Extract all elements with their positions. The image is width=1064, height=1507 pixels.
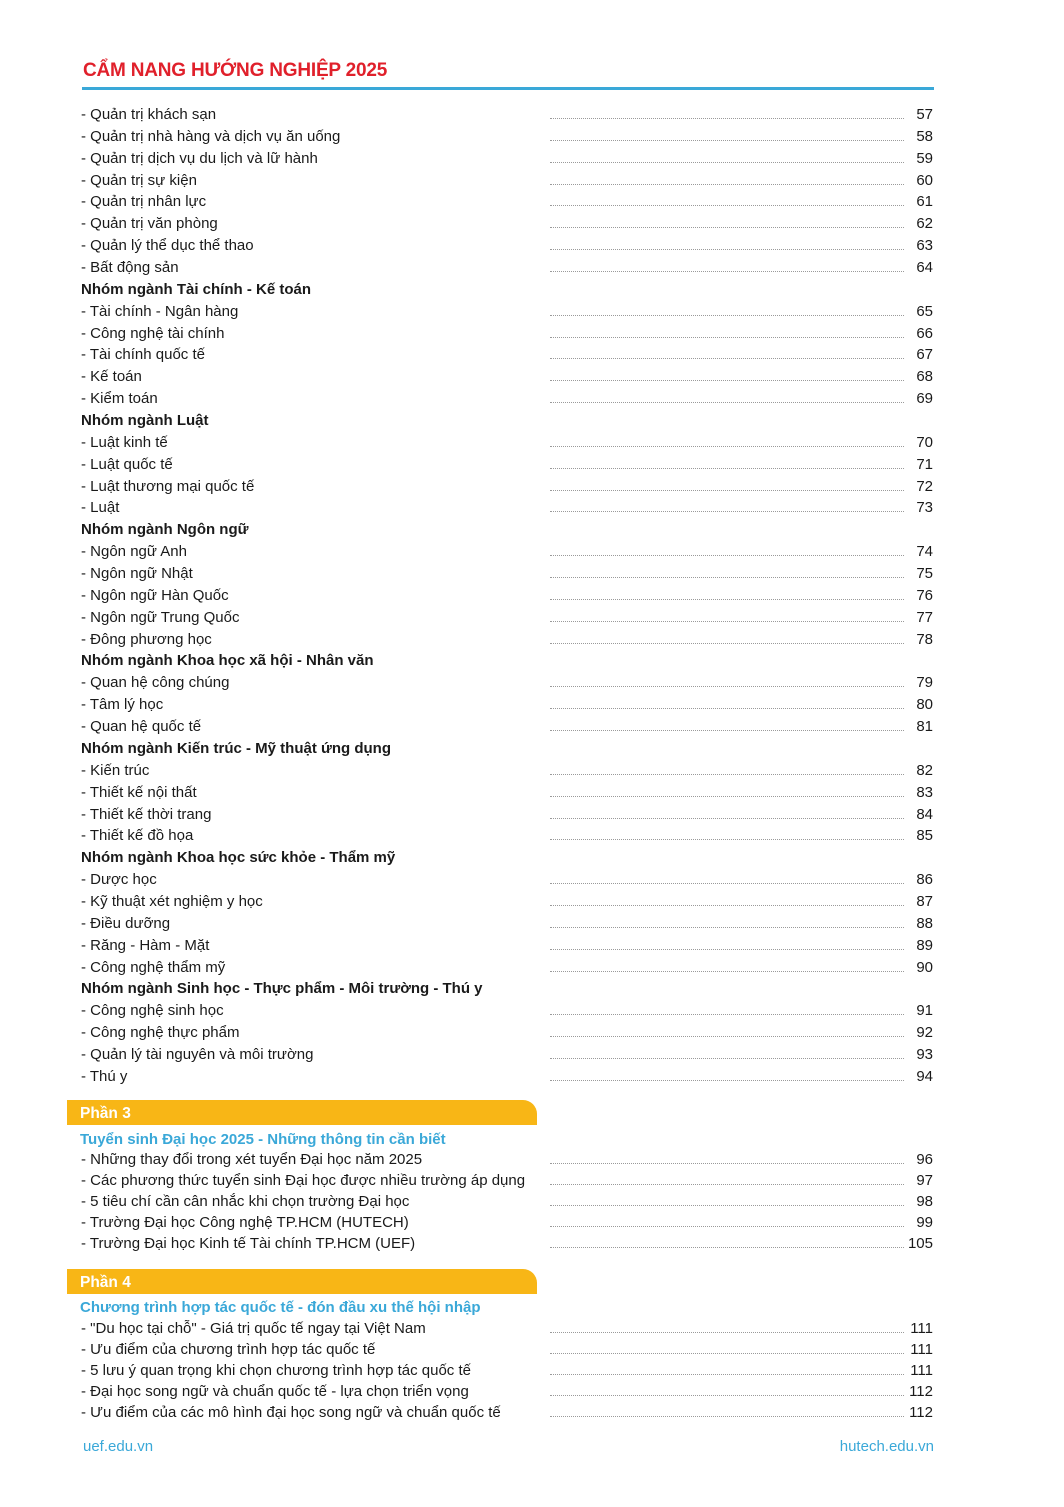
toc-entry-label: - Quan hệ quốc tế <box>81 718 202 736</box>
toc-entry[interactable] <box>0 454 1064 476</box>
toc-entry-label: Nhóm ngành Khoa học sức khỏe - Thẩm mỹ <box>81 849 396 867</box>
toc-entry[interactable] <box>0 1171 1064 1192</box>
dot-leader <box>550 796 904 797</box>
toc-page-number: 67 <box>915 344 933 366</box>
toc-page-number: 96 <box>915 1150 933 1171</box>
header-divider <box>82 87 934 90</box>
toc-page-number: 89 <box>915 935 933 957</box>
toc-entry[interactable] <box>0 1000 1064 1022</box>
dot-leader <box>550 577 904 578</box>
toc-entry[interactable] <box>0 1022 1064 1044</box>
toc-page-number: 79 <box>915 672 933 694</box>
toc-entry-label: - Tài chính quốc tế <box>81 346 205 364</box>
toc-page-number: 80 <box>915 694 933 716</box>
toc-entry-label: - Bất động sản <box>81 259 179 277</box>
toc-entry-label: - Các phương thức tuyển sinh Đại học được nhiều trường áp dụng <box>81 1171 526 1189</box>
toc-entry[interactable] <box>0 323 1064 345</box>
toc-entry[interactable] <box>0 191 1064 213</box>
toc-group-heading <box>0 738 1064 760</box>
dot-leader <box>550 315 904 316</box>
toc-page-number: 82 <box>915 760 933 782</box>
dot-leader <box>550 1353 904 1354</box>
toc-entry[interactable] <box>0 432 1064 454</box>
toc-group-heading <box>0 847 1064 869</box>
toc-entry[interactable] <box>0 344 1064 366</box>
dot-leader <box>550 643 904 644</box>
toc-page-number: 85 <box>915 825 933 847</box>
toc-page-number: 86 <box>915 869 933 891</box>
toc-page-number: 94 <box>915 1066 933 1088</box>
toc-entry[interactable] <box>0 366 1064 388</box>
toc-entry-label: - Đại học song ngữ và chuẩn quốc tế - lựa chọn triển vọng <box>81 1382 469 1400</box>
toc-entry[interactable] <box>0 104 1064 126</box>
toc-entry[interactable] <box>0 1044 1064 1066</box>
dot-leader <box>550 1163 904 1164</box>
toc-entry-label: - Điều dưỡng <box>81 914 171 932</box>
dot-leader <box>550 708 904 709</box>
toc-page-number: 111 <box>909 1361 933 1382</box>
toc-page-number: 62 <box>915 213 933 235</box>
toc-entry-label: - Tài chính - Ngân hàng <box>81 302 239 320</box>
dot-leader <box>550 555 904 556</box>
dot-leader <box>550 839 904 840</box>
toc-entry-label: - Thú y <box>81 1067 128 1085</box>
dot-leader <box>550 883 904 884</box>
toc-group-heading <box>0 410 1064 432</box>
toc-entry[interactable] <box>0 235 1064 257</box>
dot-leader <box>550 1184 904 1185</box>
toc-entry[interactable] <box>0 1192 1064 1213</box>
toc-page-number: 99 <box>915 1213 933 1234</box>
toc-page-number: 78 <box>915 629 933 651</box>
dot-leader <box>550 1036 904 1037</box>
toc-entry-label: - Ngôn ngữ Anh <box>81 543 187 561</box>
dot-leader <box>550 1374 904 1375</box>
toc-entry-label: - Quản trị khách sạn <box>81 106 217 123</box>
toc-entry[interactable] <box>0 782 1064 804</box>
toc-entry-label: - Thiết kế nội thất <box>81 783 197 801</box>
toc-entry-label: - Quản trị nhà hàng và dịch vụ ăn uống <box>81 127 341 145</box>
toc-entry-label: - Răng - Hàm - Mặt <box>81 936 210 954</box>
toc-entry-label: - Công nghệ thẩm mỹ <box>81 958 226 976</box>
toc-entry[interactable] <box>0 935 1064 957</box>
dot-leader <box>550 1058 904 1059</box>
toc-page-number: 61 <box>915 191 933 213</box>
toc-entry-label: - "Du học tại chỗ" - Giá trị quốc tế ngay tại Việt Nam <box>81 1320 426 1337</box>
toc-entry-label: Nhóm ngành Khoa học xã hội - Nhân văn <box>81 652 374 670</box>
toc-page-number: 87 <box>915 891 933 913</box>
dot-leader <box>550 774 904 775</box>
toc-entry[interactable] <box>0 1319 1064 1340</box>
toc-page-number: 64 <box>915 257 933 279</box>
dot-leader <box>550 1416 904 1417</box>
toc-group-heading <box>0 279 1064 301</box>
toc-entry[interactable] <box>0 1403 1064 1424</box>
toc-entry[interactable] <box>0 1234 1064 1255</box>
toc-entry[interactable] <box>0 1340 1064 1361</box>
toc-page-number: 70 <box>915 432 933 454</box>
dot-leader <box>550 358 904 359</box>
toc-entry-label: - Quản trị dịch vụ du lịch và lữ hành <box>81 149 318 167</box>
toc-page-number: 77 <box>915 607 933 629</box>
toc-entry[interactable] <box>0 607 1064 629</box>
toc-entry-label: - Ngôn ngữ Hàn Quốc <box>81 586 229 604</box>
toc-entry[interactable] <box>0 760 1064 782</box>
section-bar-part3 <box>67 1100 537 1125</box>
toc-entry-label: - Luật <box>81 499 120 517</box>
toc-page-number: 90 <box>915 957 933 979</box>
page-title: CẨM NANG HƯỚNG NGHIỆP 2025 <box>83 60 388 81</box>
dot-leader <box>550 249 904 250</box>
dot-leader <box>550 402 904 403</box>
dot-leader <box>550 1226 904 1227</box>
toc-entry[interactable] <box>0 257 1064 279</box>
toc-entry-label: - Quản trị sự kiện <box>81 171 197 189</box>
toc-entry[interactable] <box>0 629 1064 651</box>
section-subtitle: Chương trình hợp tác quốc tế - đón đầu xu thế hội nhập <box>80 1299 481 1316</box>
dot-leader <box>550 468 904 469</box>
toc-entry[interactable] <box>0 672 1064 694</box>
toc-group-heading <box>0 650 1064 672</box>
toc-entry-label: - Tâm lý học <box>81 696 164 714</box>
toc-entry[interactable] <box>0 170 1064 192</box>
toc-entry-label: - Kỹ thuật xét nghiệm y học <box>81 892 263 910</box>
toc-group-heading <box>0 519 1064 541</box>
toc-entry[interactable] <box>0 1150 1064 1171</box>
toc-page-number: 98 <box>915 1192 933 1213</box>
toc-entry-label: - Luật thương mại quốc tế <box>81 477 255 495</box>
toc-entry-label: - Đông phương học <box>81 630 212 648</box>
toc-page-number: 57 <box>915 104 933 126</box>
toc-entry[interactable] <box>0 388 1064 410</box>
toc-entry-label: - 5 tiêu chí cần cân nhắc khi chọn trường Đại học <box>81 1192 410 1210</box>
toc-entry[interactable] <box>0 825 1064 847</box>
toc-entry[interactable] <box>0 301 1064 323</box>
toc-entry[interactable] <box>0 1213 1064 1234</box>
toc-entry[interactable] <box>0 213 1064 235</box>
toc-entry-label: - Ưu điểm của chương trình hợp tác quốc tế <box>81 1340 376 1358</box>
toc-page-number: 75 <box>915 563 933 585</box>
toc-page-number: 66 <box>915 323 933 345</box>
dot-leader <box>550 1080 904 1081</box>
dot-leader <box>550 621 904 622</box>
toc-entry-label: - Quản lý thể dục thể thao <box>81 237 254 255</box>
toc-entry[interactable] <box>0 476 1064 498</box>
toc-page-number: 97 <box>915 1171 933 1192</box>
toc-entry-label: - Kế toán <box>81 368 142 386</box>
dot-leader <box>550 446 904 447</box>
dot-leader <box>550 337 904 338</box>
toc-entry-label: - Quan hệ công chúng <box>81 674 230 692</box>
toc-page-number: 92 <box>915 1022 933 1044</box>
footer-link-hutech[interactable]: hutech.edu.vn <box>839 1438 934 1455</box>
toc-entry-label: - Dược học <box>81 871 157 889</box>
dot-leader <box>550 1014 904 1015</box>
toc-page-number: 88 <box>915 913 933 935</box>
dot-leader <box>550 140 904 141</box>
toc-page-number: 93 <box>915 1044 933 1066</box>
toc-entry-label: Nhóm ngành Tài chính - Kế toán <box>81 280 311 298</box>
toc-page-number: 65 <box>915 301 933 323</box>
toc-entry-label: Nhóm ngành Ngôn ngữ <box>81 521 249 539</box>
dot-leader <box>550 118 904 119</box>
toc-entry-label: - Ngôn ngữ Trung Quốc <box>81 608 240 626</box>
toc-entry-label: - Luật quốc tế <box>81 455 173 473</box>
dot-leader <box>550 205 904 206</box>
toc-entry-label: - Công nghệ thực phẩm <box>81 1024 240 1042</box>
footer-link-uef[interactable]: uef.edu.vn <box>83 1438 154 1455</box>
toc-page-number: 81 <box>915 716 933 738</box>
dot-leader <box>550 818 904 819</box>
toc-page-number: 105 <box>907 1234 933 1255</box>
toc-entry[interactable] <box>0 148 1064 170</box>
toc-entry[interactable] <box>0 497 1064 519</box>
toc-page-number: 73 <box>915 497 933 519</box>
toc-entry[interactable] <box>0 891 1064 913</box>
dot-leader <box>550 686 904 687</box>
section-label: Phần 4 <box>80 1274 131 1291</box>
dot-leader <box>550 380 904 381</box>
toc-entry[interactable] <box>0 957 1064 979</box>
toc-entry-label: - Quản trị văn phòng <box>81 215 218 233</box>
toc-page-number: 72 <box>915 476 933 498</box>
toc-page-number: 74 <box>915 541 933 563</box>
toc-entry[interactable] <box>0 694 1064 716</box>
toc-entry[interactable] <box>0 541 1064 563</box>
dot-leader <box>550 599 904 600</box>
toc-entry-label: Nhóm ngành Kiến trúc - Mỹ thuật ứng dụng <box>81 739 391 757</box>
dot-leader <box>550 730 904 731</box>
toc-page-number: 68 <box>915 366 933 388</box>
toc-page-number: 84 <box>915 804 933 826</box>
toc-entry-label: - Thiết kế thời trang <box>81 805 212 823</box>
toc-entry-label: - Trường Đại học Công nghệ TP.HCM (HUTECH) <box>81 1213 409 1231</box>
toc-entry[interactable] <box>0 869 1064 891</box>
dot-leader <box>550 490 904 491</box>
toc-list-part4 <box>0 1319 1064 1423</box>
dot-leader <box>550 1395 904 1396</box>
section-subtitle: Tuyển sinh Đại học 2025 - Những thông tin cần biết <box>80 1131 446 1148</box>
toc-entry[interactable] <box>0 913 1064 935</box>
toc-entry-label: - Thiết kế đồ họa <box>81 827 194 845</box>
toc-entry-label: - 5 lưu ý quan trọng khi chọn chương trình hợp tác quốc tế <box>81 1361 471 1379</box>
dot-leader <box>550 184 904 185</box>
dot-leader <box>550 927 904 928</box>
toc-page-number: 60 <box>915 170 933 192</box>
toc-entry-label: Nhóm ngành Luật <box>81 412 209 430</box>
toc-entry[interactable] <box>0 1066 1064 1088</box>
dot-leader <box>550 1332 904 1333</box>
dot-leader <box>550 1205 904 1206</box>
toc-entry-label: - Ngôn ngữ Nhật <box>81 565 193 583</box>
toc-entry-label: - Quản lý tài nguyên và môi trường <box>81 1045 314 1063</box>
toc-entry-label: - Kiến trúc <box>81 761 150 779</box>
toc-entry[interactable] <box>0 804 1064 826</box>
section-label: Phần 3 <box>80 1105 131 1122</box>
toc-entry[interactable] <box>0 1361 1064 1382</box>
toc-entry[interactable] <box>0 563 1064 585</box>
dot-leader <box>550 905 904 906</box>
toc-page-number: 91 <box>915 1000 933 1022</box>
toc-entry-label: Nhóm ngành Sinh học - Thực phẩm - Môi trường - Thú y <box>81 980 483 998</box>
toc-entry-label: - Công nghệ sinh học <box>81 1002 224 1020</box>
toc-page-number: 71 <box>915 454 933 476</box>
dot-leader <box>550 1247 904 1248</box>
toc-entry-label: - Ưu điểm của các mô hình đại học song ngữ và chuẩn quốc tế <box>81 1403 501 1421</box>
toc-entry[interactable] <box>0 126 1064 148</box>
toc-group-heading <box>0 978 1064 1000</box>
toc-list-part3 <box>0 1150 1064 1254</box>
toc-page-number: 58 <box>915 126 933 148</box>
toc-page-number: 83 <box>915 782 933 804</box>
toc-page-number: 59 <box>915 148 933 170</box>
toc-entry-label: - Trường Đại học Kinh tế Tài chính TP.HCM (UEF) <box>81 1234 416 1252</box>
toc-entry-label: - Công nghệ tài chính <box>81 324 225 342</box>
toc-page-number: 69 <box>915 388 933 410</box>
dot-leader <box>550 162 904 163</box>
toc-entry-label: - Những thay đổi trong xét tuyển Đại học năm 2025 <box>81 1151 423 1168</box>
dot-leader <box>550 949 904 950</box>
toc-entry[interactable] <box>0 716 1064 738</box>
toc-page-number: 111 <box>909 1340 933 1361</box>
dot-leader <box>550 971 904 972</box>
toc-page-number: 112 <box>908 1403 933 1424</box>
dot-leader <box>550 227 904 228</box>
dot-leader <box>550 511 904 512</box>
toc-page-number: 112 <box>908 1382 933 1403</box>
toc-list-main <box>0 104 1064 1088</box>
toc-page-number: 111 <box>909 1319 933 1340</box>
toc-page-number: 63 <box>915 235 933 257</box>
section-bar-part4 <box>67 1269 537 1294</box>
toc-entry[interactable] <box>0 1382 1064 1403</box>
toc-entry-label: - Luật kinh tế <box>81 433 168 451</box>
dot-leader <box>550 271 904 272</box>
toc-entry-label: - Kiểm toán <box>81 390 158 408</box>
toc-entry[interactable] <box>0 585 1064 607</box>
toc-page-number: 76 <box>915 585 933 607</box>
toc-entry-label: - Quản trị nhân lực <box>81 193 207 211</box>
